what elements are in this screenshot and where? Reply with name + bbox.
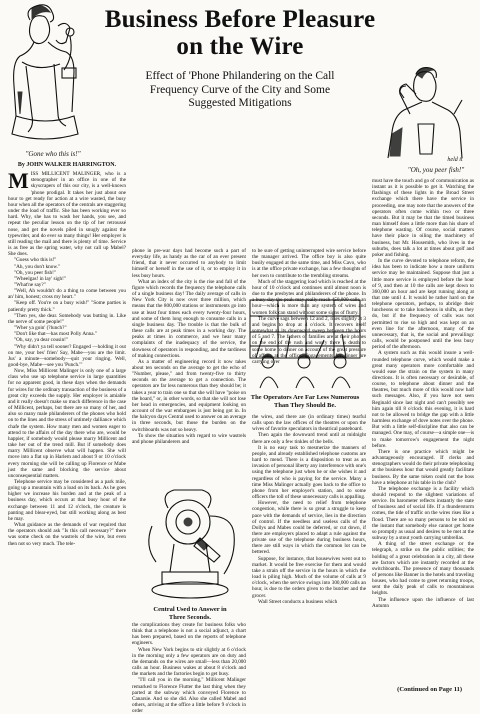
column-4-paragraph: A thing of the street exchange or the telegraph, a strike on the public utilities; the holding of a great celebration in a city, all these are factors which are instantly recorded at the switchboards. The presence of many thousands of persons like Banner in the hotels and traveling houses, who had come to greet returning troops, sent the daily peak of calls to mountainous heights. bbox=[372, 541, 474, 597]
column-3-paragraph: the wires, and there are (in ordinary times) tearful calls upon the law offices of the theatres or upon the wives of favorite speculators in theatrical pasteboard. bbox=[252, 414, 366, 433]
subheadline bbox=[120, 70, 360, 111]
column-4-paragraph: must have the touch and go of communication as instant as it is possible to get it. Watching the flashings of these lights in the Broad Street exchange which there have the service in proceeding, one may note that the answers of the operators often come within two or three seconds. But it may be that the timed business man himself does a little more than his share of telephone wasting. Of course, social matters have their place in oiling the machinery of business, but Mr. Housemith, who lives in the suburbs, does talk a lot at times about golf and poker and fishing. bbox=[372, 178, 474, 258]
old-telephone-illustration bbox=[140, 486, 244, 604]
column-3-paragraph: Suppose, for instance, that housewives went out to market. It would be free exercise for them and would take a strain off the service in the hours in which the load is piling high. Much of the volume of calls at 9 o'clock, when the service swings into 300,000 calls an hour, is due to the orders given to the butcher and the grocer. bbox=[252, 555, 366, 599]
column-1-paragraph: "Don't like that—has most Polly Anna." bbox=[14, 331, 97, 338]
column-2-paragraph: "I'll call you in the morning," Millicent Malinger remarked to Florence Flutter the last thing when they parted at the subway which conveyed Florence to Canarsie. And so she did. Also she called Mabel and others, arriving at the office a little before 9 o'clock in order bbox=[132, 677, 246, 714]
column-4-paragraph: A system such as this would insure a well-rounded telephone curve, which would make a great many operators more comfortable and would ease the strain on the system in many directions. It is often necessary or desirable, of course, to telephone about dinner and the theatres, but much more of this would now half such messages. Also, if you have not seen Reginald since last night and can't possibly see him again till 8 o'clock this evening, it is hard not to be allowed to bridge the gap with a little harmless exchange of dove notes over the phone. But with a little self-discipline that also can be managed. One may, of course—a simple one—is to make tomorrow's engagement the night before. bbox=[372, 350, 474, 449]
article-column-3-lower bbox=[252, 414, 366, 698]
subheadline-line-1: Effect of 'Phone Philandering on the Call bbox=[145, 70, 335, 82]
column-1-paragraph: "Guess who this is!" bbox=[14, 257, 57, 264]
column-1-paragraph: "Oh, say, ya dear cousin!" bbox=[14, 337, 69, 344]
caption-center-low-line-1: Central Used to Answer in bbox=[153, 606, 227, 613]
column-3-paragraph: Wall Street conducts a business which bbox=[258, 598, 338, 605]
continued-note: (Continued on Page 11) bbox=[397, 686, 462, 693]
drop-cap: M bbox=[8, 168, 29, 194]
column-1-paragraph: "Keep off. You're on a busy wish!" "Some parties is patiently pretty thick." bbox=[8, 300, 126, 313]
subheadline-line-3: Suggested Mitigations bbox=[188, 97, 292, 109]
column-4-paragraph: In the curve devoted to telephone reform, the idea has been to indicate how a more uniform service may be maintained. Suppose that just a little more service is employed before the hour of 9, and then at 10 the calls are kept down to 360,000 an hour and are kept running along at that rate until 4. It would be rather hard on the telephone operators, perhaps, to abridge their luncheons or to take luncheons in shifts, as they do, but if the frequency of calls was not permitted to rise so high and was kept on an even line for the afternoon, many of the unnecessary, that is, the social and prevailingc calls, would be postponed until the less busy period of the afternoon. bbox=[372, 258, 474, 351]
column-2-paragraph: What an index of the city is the rise and fall of the figure which records the frequency the telephone calls of a single business day! The daily average of calls in New York City is now over three million, which means that the 800,000 stations or instruments go into use at least four times each every twenty-four hours, and some of them long enough to consume calls in a single business day. The trouble is that the bulk of these calls are at peak times in a working day. The peaks at times in commerce, and we hear many complaints of the inadequacy of the service, the slowness of operators in responding, and the tardiness of making connections. bbox=[132, 278, 246, 359]
caption-left-top: "Gone who this is!" bbox=[25, 150, 81, 158]
column-1-paragraph: "Ah, you don't know." bbox=[14, 263, 61, 270]
caption-center-mid-line-2: Than They Should Be. bbox=[273, 401, 337, 409]
column-1-paragraph: What guidance as the demands of war required that the operators should ask "Is this call necessary?" there was some check on the wastrels of the wire, but even then not so very much. The tele- bbox=[8, 522, 126, 547]
column-4-paragraph: There is one practice which might be advantageously encouraged. If clerks and stenographers would do their private telephoning at the business hour that would greatly facilitate business. By the same token could not the boss have a telephone at his table in the club? bbox=[372, 448, 474, 486]
man-telephone-illustration bbox=[376, 64, 480, 162]
article-column-2-upper bbox=[132, 248, 246, 482]
column-3-paragraph: It is no easy task to mesmerize the manners of people, and already established telephone customs are hard to mend. There is a disposition to treat as an invasion of personal liberty any interference with one's using the telephone just when he or she wishes it and regardless of who is paying for the service. Many a time Miss Malinger actually goes back to the office to phone from her employer's station, and to some officers the toll of these unnecessary calls is appalling. bbox=[252, 444, 367, 501]
column-4-paragraph: The influence upon the influence of last Autumn bbox=[372, 596, 474, 609]
column-1-paragraph: "Why didn't ya tell sooner? Engaged —holding it out on me, your bes' frien' Say, Mabe—you are the limit. Jus' a minute—somebody—quit your ringing. Well, good-bye, Mabe—see you 'Punch.'" bbox=[8, 343, 126, 368]
caption-center-mid bbox=[242, 394, 368, 409]
column-1-paragraph: "Then yes, she dear. Somebody was butting in. Like the nerve of some people!" bbox=[8, 312, 126, 325]
caption-center-mid-line-1: The Operators Are Far Less Numerous bbox=[250, 394, 360, 401]
headline-line-2: on the Wire bbox=[176, 33, 304, 60]
article-column-3-upper bbox=[252, 248, 366, 365]
column-1-paragraph: Now, Miss Millicent Malinger is only one of a large class who use up telephone service in large quantities for no apparent good, in these days when the demands for wires for the ordinary transaction of the business of a great city exceeds the supply. Her employer is amiable and it really doesn't make so much difference in the case of Millicent, perhaps, but there are so many of her, and also so many male philanderers of the phones who hold on to the lines and the stress of untimely dalliance which chafe the system. How many men and women eager to attend to the affairs of the day there who are, would be happier, if somebody would please marry Millicent and take her out of the trend mill. But if somebody does marry Millicent observe what will happen. She will move into a flat up in Harlem and about 9 or 10 o'clock every morning she will be calling up Florence or Mabe just the same and blocking the service about unconsequential matters. bbox=[8, 368, 126, 479]
column-1-paragraph: "Well, Ah wouldn't do a thing to come between you an' him, honest; cross my heart." bbox=[8, 288, 126, 301]
caption-right-top: "Oh, you peer fish!" bbox=[407, 166, 465, 174]
subheadline-line-2: Frequency Curve of the City and Some bbox=[149, 83, 331, 96]
article-column-1 bbox=[8, 160, 126, 696]
article-column-2-lower bbox=[132, 622, 246, 714]
column-2-paragraph: To show the situation with regard to wire wastrels and phone philanderers and bbox=[132, 432, 246, 445]
column-3-paragraph: Much of the staggering load which is reached at the hour of 10 o'clock and continues until almost noon is due to the presbytes and philanderers of the phone. In a busy day the peak may really reach 450,000 calls an hour—which is more than any system of wires and women folk can stand without some signs of flurry. bbox=[252, 278, 366, 316]
column-1-paragraph: "Wheelgas! in lay' sigh!" bbox=[14, 275, 66, 282]
column-3-paragraph: However, the need to relief from telephone congestion, while there is so great a struggle to keep pace with the demands of service, lies in the direction of control. If the needless and useless calls of the Dollys and Mabes could be deferred, or cut down, if there are employers placed to adapt a rule against the private use of the telephone during business hours, there are still ways in which the common lot can be bettered. bbox=[252, 500, 366, 556]
column-2-paragraph: phone in pre-war days had become such a part of everyday life, as handy as the car of an ever present friend, that it never occurred to anybody to limit himself or herself in the use of it, or to employ it in less busy hours. bbox=[132, 248, 246, 279]
column-1-paragraph: Telephone service may be considered as a park mile, going up a mountain with a load on its back. As he goes higher we increase his burden and at the peak of a business day, which occurs at that busy hour of the exchange between 11 and 12 o'clock, the creature is panting and blear-eyed, but still working along as best he may. bbox=[8, 478, 126, 522]
column-2-paragraph: the complications they create for business folks who think that a telephone is not a social adjunct, a chart has been prepared, based on the reports of telephone engineers. bbox=[132, 622, 246, 647]
column-1-paragraph: "What'ne say?" bbox=[14, 281, 46, 288]
caption-center-low bbox=[132, 606, 248, 621]
column-3-paragraph: Then again the downward trend until at midnight there are only a few tinkles of the bells. bbox=[252, 432, 366, 445]
headline bbox=[90, 6, 390, 60]
column-2-paragraph: When New York begins to stir slightly at 6 o'clock in the morning only a few operators are on duty and the demands on the wires are small—less than 20,000 calls an hour. Business wakes at about 8 o'clock and the markets and the factories begin to get busy. bbox=[132, 646, 246, 678]
caption-right-top-small: held it bbox=[447, 157, 463, 163]
headline-line-1: Business Before Pleasure bbox=[104, 6, 376, 33]
byline: By JOHN WALKER HARRINGTON. bbox=[17, 162, 117, 168]
column-2-paragraph: As a matter of engineering record it now takes about ten seconds on the average to get the echo of "Number, please," and from twenty-five to thirty seconds on the average to get a connection. The operators are far less numerous than they should be; it takes a year to train one so that she will have "poise on the board," or, in other words, so that she will not lose her head in emergencies, and equipment looking on account of the war embargoes is just being got in. In the halcyon days Central used to answer on an average in three seconds, but those the burden on the switchboards was not so heavy. bbox=[132, 358, 246, 433]
column-3-paragraph: to be sure of getting uninterrupted wire service before the manager arrived. The office boy is also quite busily engaged at the same time, and Miss Cavo, who is at the office private exchange, has a few thoughts of her own to contribute to the trembling streams. bbox=[252, 248, 366, 279]
woman-telephone-illustration bbox=[4, 2, 88, 152]
column-4-paragraph: The telephone exchange is a facility which should respond to the slightest variations of service. Its barometer reflects instantly the state of business and of social life. If a thunderstorm comes, the tide of traffic on the wires rises like a flood. There are so many persons to be told on the instant that somebody else cannot get home so promptly as usual and desires to be met at the subway by a stout youth carrying umbrellas. bbox=[372, 485, 474, 542]
column-3-paragraph: The curve sags between 12 and 2, rises slightly at 3 and begins to drop at 4 o'clock. It recovers itself somewhat as its downward sweep between the hours of 5 and 7. The fathers of families are at their phones on the end of the rush and worry there is death to some home to dinner on account of the great pressure of affairs at the office. Engagements for dinner are carrying over bbox=[252, 315, 366, 365]
column-1-paragraph: "Oh, you peer fish!" bbox=[14, 269, 56, 276]
column-1-paragraph: "Wher ya goin' (?lunch?" bbox=[14, 325, 67, 332]
caption-center-low-line-2: Three Seconds. bbox=[168, 613, 212, 621]
article-column-4 bbox=[372, 178, 474, 682]
column-1-paragraph: ISS MILLICENT MALINGER, who is a stenographer in an office in one of the skyscrapers of this our city, is a well-known 'phone prodigal. It takes her just about one hour to get ready for action at a wire wasted, the busy hour when all the operators of the centrals are staggering under the load of traffic. She has been working ever so hard. Why, she has to wash her hands, you see, and repeat the peculiar lesson on the tip of her retroussé nose, and get the novels piled in snugly against the typewriter, and do ever so many things! Her employer is still reading the mail and there is plenty of time. Service is as free as the spring water, why not call up Mabel? She does. bbox=[8, 171, 126, 258]
